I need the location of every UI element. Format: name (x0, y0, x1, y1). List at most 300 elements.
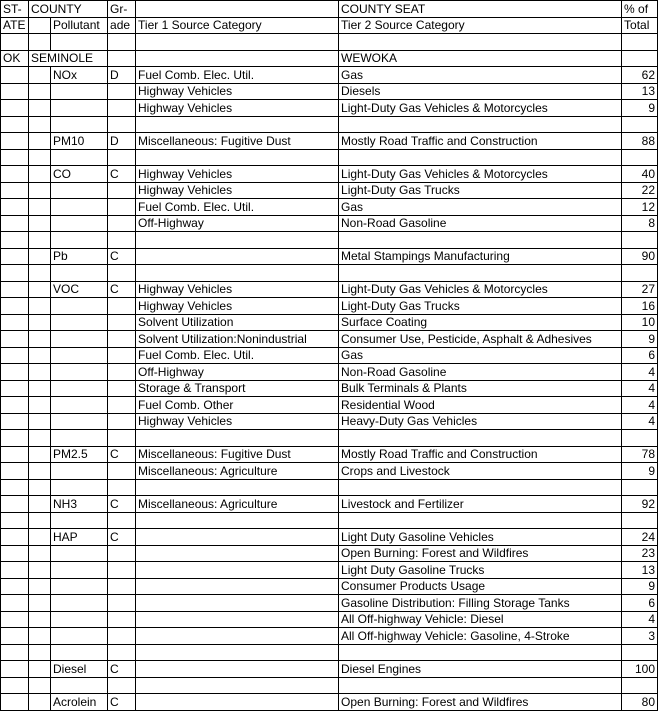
table-row (1, 133, 658, 150)
grade-cell (108, 578, 136, 595)
percent-cell: 27 (622, 281, 658, 298)
tier2-cell (339, 644, 622, 661)
state-cell (1, 166, 29, 183)
percent-cell (622, 677, 658, 694)
header-blank (136, 1, 339, 18)
state-cell (1, 512, 29, 529)
tier2-cell: Mostly Road Traffic and Construction (339, 446, 622, 463)
grade-cell (108, 182, 136, 199)
grade-cell: C (108, 446, 136, 463)
county-cell (29, 661, 51, 678)
grade-cell (108, 595, 136, 612)
grade-cell: D (108, 133, 136, 150)
pollutant-cell (51, 232, 108, 249)
county-cell (29, 644, 51, 661)
tier1-cell (136, 265, 339, 282)
grade-cell: C (108, 661, 136, 678)
table-row (1, 380, 658, 397)
state-cell (1, 430, 29, 447)
tier2-cell: Crops and Livestock (339, 463, 622, 480)
county-cell (29, 149, 51, 166)
grade-cell: C (108, 529, 136, 546)
county-cell (29, 248, 51, 265)
pollutant-cell (51, 298, 108, 315)
percent-cell: 3 (622, 628, 658, 645)
state-cell (1, 529, 29, 546)
county-cell (29, 232, 51, 249)
state-cell (1, 281, 29, 298)
tier1-cell (136, 562, 339, 579)
tier1-cell (136, 149, 339, 166)
tier1-cell: Miscellaneous: Agriculture (136, 496, 339, 513)
county-cell (29, 496, 51, 513)
county-cell (29, 562, 51, 579)
tier1-cell (136, 479, 339, 496)
header-percent-top: % of (622, 1, 658, 18)
tier2-cell: Mostly Road Traffic and Construction (339, 133, 622, 150)
table-row (1, 512, 658, 529)
county-cell (29, 397, 51, 414)
grade-cell (108, 149, 136, 166)
county-cell (29, 446, 51, 463)
state-cell (1, 611, 29, 628)
pollutant-cell (51, 380, 108, 397)
tier1-cell: Miscellaneous: Fugitive Dust (136, 133, 339, 150)
percent-cell: 24 (622, 529, 658, 546)
pollutant-cell (51, 595, 108, 612)
percent-cell: 13 (622, 83, 658, 100)
tier1-cell: Highway Vehicles (136, 83, 339, 100)
table-row (1, 463, 658, 480)
percent-cell (622, 479, 658, 496)
pollutant-cell (51, 265, 108, 282)
pollutant-cell (51, 578, 108, 595)
percent-cell (622, 232, 658, 249)
header-state-top: ST- (1, 1, 29, 18)
spacer-row (1, 34, 658, 51)
table-row (1, 479, 658, 496)
table-row (1, 595, 658, 612)
grade-cell (108, 347, 136, 364)
percent-cell: 4 (622, 397, 658, 414)
state-cell (1, 364, 29, 381)
tier2-cell: Gas (339, 199, 622, 216)
percent-cell: 4 (622, 364, 658, 381)
pollutant-cell (51, 100, 108, 117)
table-row (1, 265, 658, 282)
tier1-cell: Miscellaneous: Fugitive Dust (136, 446, 339, 463)
header-county-seat: COUNTY SEAT (339, 1, 622, 18)
grade-cell (108, 463, 136, 480)
table-row (1, 232, 658, 249)
pollutant-cell (51, 347, 108, 364)
state-cell: OK (1, 50, 29, 67)
header-tier2: Tier 2 Source Category (339, 17, 622, 34)
table-row (1, 364, 658, 381)
grade-cell (108, 314, 136, 331)
state-cell (1, 265, 29, 282)
tier2-cell: Residential Wood (339, 397, 622, 414)
table-row (1, 430, 658, 447)
table-row (1, 529, 658, 546)
table-row (1, 182, 658, 199)
tier2-cell: Light-Duty Gas Vehicles & Motorcycles (339, 281, 622, 298)
seat-cell: WEWOKA (339, 50, 622, 67)
tier1-cell (136, 578, 339, 595)
table-row (1, 215, 658, 232)
tier2-cell: Gas (339, 347, 622, 364)
pollutant-cell (51, 182, 108, 199)
state-cell (1, 83, 29, 100)
tier2-cell: Metal Stampings Manufacturing (339, 248, 622, 265)
tier2-cell (339, 265, 622, 282)
tier2-cell: All Off-highway Vehicle: Gasoline, 4-Stroke (339, 628, 622, 645)
header-row-1 (1, 1, 658, 18)
tier2-cell: Gasoline Distribution: Filling Storage Tanks (339, 595, 622, 612)
tier2-cell: Livestock and Fertilizer (339, 496, 622, 513)
pollutant-cell (51, 83, 108, 100)
pollutant-cell (51, 611, 108, 628)
tier1-cell: Off-Highway (136, 364, 339, 381)
tier2-cell: Light-Duty Gas Vehicles & Motorcycles (339, 166, 622, 183)
percent-cell: 22 (622, 182, 658, 199)
state-cell (1, 413, 29, 430)
percent-cell: 92 (622, 496, 658, 513)
tier2-cell: Non-Road Gasoline (339, 364, 622, 381)
county-cell (29, 380, 51, 397)
percent-cell: 4 (622, 611, 658, 628)
tier1-cell: Highway Vehicles (136, 182, 339, 199)
state-cell (1, 298, 29, 315)
grade-cell (108, 298, 136, 315)
tier1-cell (136, 661, 339, 678)
table-row (1, 562, 658, 579)
pollutant-cell (51, 512, 108, 529)
tier1-cell (136, 545, 339, 562)
grade-cell (108, 100, 136, 117)
header-grade-top: Gr- (108, 1, 136, 18)
county-cell (29, 430, 51, 447)
county-cell (29, 100, 51, 117)
grade-cell: C (108, 496, 136, 513)
county-cell (29, 331, 51, 348)
tier1-cell: Highway Vehicles (136, 100, 339, 117)
table-row (1, 677, 658, 694)
tier2-cell: Light-Duty Gas Trucks (339, 298, 622, 315)
header-percent-bottom: Total (622, 17, 658, 34)
percent-cell: 62 (622, 67, 658, 84)
percent-cell: 16 (622, 298, 658, 315)
pollutant-cell: Acrolein (51, 694, 108, 711)
percent-cell (622, 512, 658, 529)
grade-cell (108, 644, 136, 661)
tier2-cell: Diesels (339, 83, 622, 100)
county-cell (29, 314, 51, 331)
tier1-cell (136, 611, 339, 628)
state-cell (1, 644, 29, 661)
county-cell: SEMINOLE (29, 50, 108, 67)
state-cell (1, 199, 29, 216)
county-cell (29, 479, 51, 496)
tier1-cell: Fuel Comb. Elec. Util. (136, 67, 339, 84)
tier2-cell: Light Duty Gasoline Vehicles (339, 529, 622, 546)
pollutant-cell (51, 479, 108, 496)
state-cell (1, 562, 29, 579)
grade-cell (108, 479, 136, 496)
tier1-cell (136, 694, 339, 711)
percent-cell: 90 (622, 248, 658, 265)
percent-cell: 9 (622, 578, 658, 595)
grade-cell (108, 562, 136, 579)
county-cell (29, 628, 51, 645)
tier1-cell: Solvent Utilization (136, 314, 339, 331)
tier1-cell: Highway Vehicles (136, 166, 339, 183)
tier2-cell (339, 677, 622, 694)
tier2-cell (339, 149, 622, 166)
tier1-cell (136, 529, 339, 546)
state-cell (1, 661, 29, 678)
pollutant-cell (51, 314, 108, 331)
pollutant-cell (51, 199, 108, 216)
grade-cell (108, 215, 136, 232)
tier1-cell: Fuel Comb. Other (136, 397, 339, 414)
pollutant-cell (51, 644, 108, 661)
table-row (1, 100, 658, 117)
percent-cell: 6 (622, 347, 658, 364)
state-cell (1, 578, 29, 595)
grade-cell: C (108, 166, 136, 183)
county-cell (29, 529, 51, 546)
percent-cell: 100 (622, 661, 658, 678)
percent-cell: 4 (622, 380, 658, 397)
pollutant-cell: PM10 (51, 133, 108, 150)
tier1-cell (136, 677, 339, 694)
table-row (1, 166, 658, 183)
tier1-cell (136, 512, 339, 529)
tier2-cell: Light-Duty Gas Vehicles & Motorcycles (339, 100, 622, 117)
tier1-cell: Highway Vehicles (136, 281, 339, 298)
table-row (1, 578, 658, 595)
percent-cell: 9 (622, 100, 658, 117)
county-cell (29, 281, 51, 298)
table-row (1, 199, 658, 216)
tier1-cell: Miscellaneous: Agriculture (136, 463, 339, 480)
table-row (1, 545, 658, 562)
county-cell (29, 463, 51, 480)
table-row (1, 116, 658, 133)
state-cell (1, 182, 29, 199)
grade-cell (108, 397, 136, 414)
state-cell (1, 479, 29, 496)
table-row (1, 298, 658, 315)
percent-cell: 88 (622, 133, 658, 150)
tier1-cell: Highway Vehicles (136, 413, 339, 430)
county-cell (29, 347, 51, 364)
grade-cell (108, 232, 136, 249)
table-row (1, 83, 658, 100)
state-cell (1, 133, 29, 150)
pollutant-cell (51, 413, 108, 430)
percent-cell: 13 (622, 562, 658, 579)
tier2-cell: All Off-highway Vehicle: Diesel (339, 611, 622, 628)
county-cell (29, 413, 51, 430)
percent-cell (622, 265, 658, 282)
table-row (1, 628, 658, 645)
tier2-cell: Light Duty Gasoline Trucks (339, 562, 622, 579)
tier2-cell (339, 479, 622, 496)
tier2-cell: Diesel Engines (339, 661, 622, 678)
header-state-bottom: ATE (1, 17, 29, 34)
pollutant-cell: NOx (51, 67, 108, 84)
percent-cell: 6 (622, 595, 658, 612)
pollutant-cell: CO (51, 166, 108, 183)
tier1-cell: Storage & Transport (136, 380, 339, 397)
table-row (1, 661, 658, 678)
county-cell (29, 694, 51, 711)
tier2-cell: Bulk Terminals & Plants (339, 380, 622, 397)
percent-cell (622, 116, 658, 133)
county-cell (29, 199, 51, 216)
grade-cell (108, 611, 136, 628)
percent-cell: 12 (622, 199, 658, 216)
pollutant-cell: HAP (51, 529, 108, 546)
pollutant-cell (51, 677, 108, 694)
tier1-cell (136, 595, 339, 612)
state-cell (1, 149, 29, 166)
percent-cell: 23 (622, 545, 658, 562)
grade-cell: C (108, 694, 136, 711)
location-row (1, 50, 658, 67)
pollutant-cell: Diesel (51, 661, 108, 678)
county-cell (29, 67, 51, 84)
state-cell (1, 215, 29, 232)
pollutant-cell (51, 116, 108, 133)
grade-cell (108, 430, 136, 447)
table-row (1, 496, 658, 513)
county-cell (29, 578, 51, 595)
tier2-cell: Surface Coating (339, 314, 622, 331)
tier2-cell: Open Burning: Forest and Wildfires (339, 694, 622, 711)
state-cell (1, 100, 29, 117)
state-cell (1, 677, 29, 694)
pollutant-cell (51, 628, 108, 645)
county-cell (29, 182, 51, 199)
pollutant-cell: PM2.5 (51, 446, 108, 463)
header-grade-bottom: ade (108, 17, 136, 34)
percent-cell (622, 644, 658, 661)
county-cell (29, 611, 51, 628)
county-cell (29, 677, 51, 694)
county-cell (29, 512, 51, 529)
pollutant-cell (51, 149, 108, 166)
state-cell (1, 628, 29, 645)
header-county-blank (29, 17, 51, 34)
pollutant-cell (51, 562, 108, 579)
state-cell (1, 314, 29, 331)
percent-cell: 8 (622, 215, 658, 232)
tier1-cell: Off-Highway (136, 215, 339, 232)
state-cell (1, 232, 29, 249)
county-cell (29, 545, 51, 562)
tier2-cell: Non-Road Gasoline (339, 215, 622, 232)
county-cell (29, 298, 51, 315)
grade-cell (108, 413, 136, 430)
grade-cell (108, 331, 136, 348)
state-cell (1, 380, 29, 397)
tier1-cell: Solvent Utilization:Nonindustrial (136, 331, 339, 348)
table-row (1, 694, 658, 711)
percent-cell: 9 (622, 331, 658, 348)
tier2-cell: Gas (339, 67, 622, 84)
tier1-cell (136, 628, 339, 645)
tier2-cell: Heavy-Duty Gas Vehicles (339, 413, 622, 430)
percent-cell: 80 (622, 694, 658, 711)
grade-cell (108, 83, 136, 100)
table-row (1, 149, 658, 166)
county-cell (29, 83, 51, 100)
percent-cell (622, 430, 658, 447)
grade-cell (108, 265, 136, 282)
header-tier1: Tier 1 Source Category (136, 17, 339, 34)
tier1-cell (136, 430, 339, 447)
pollutant-cell (51, 430, 108, 447)
state-cell (1, 595, 29, 612)
state-cell (1, 347, 29, 364)
tier1-cell: Highway Vehicles (136, 298, 339, 315)
table-row (1, 397, 658, 414)
county-cell (29, 215, 51, 232)
tier2-cell (339, 232, 622, 249)
grade-cell (108, 199, 136, 216)
state-cell (1, 496, 29, 513)
state-cell (1, 463, 29, 480)
table-row (1, 331, 658, 348)
header-pollutant: Pollutant (51, 17, 108, 34)
tier1-cell (136, 248, 339, 265)
state-cell (1, 397, 29, 414)
grade-cell (108, 512, 136, 529)
tier2-cell (339, 512, 622, 529)
state-cell (1, 331, 29, 348)
table-row (1, 446, 658, 463)
table-row (1, 248, 658, 265)
percent-cell (622, 149, 658, 166)
grade-cell (108, 628, 136, 645)
tier2-cell: Consumer Products Usage (339, 578, 622, 595)
pollutant-cell (51, 545, 108, 562)
county-cell (29, 364, 51, 381)
pollutant-cell: NH3 (51, 496, 108, 513)
pollutant-cell (51, 331, 108, 348)
pollutant-cell (51, 463, 108, 480)
table-row (1, 347, 658, 364)
county-cell (29, 116, 51, 133)
percent-cell: 40 (622, 166, 658, 183)
grade-cell (108, 677, 136, 694)
county-cell (29, 595, 51, 612)
table-row (1, 281, 658, 298)
county-cell (29, 265, 51, 282)
pollutant-cell: VOC (51, 281, 108, 298)
table-row (1, 644, 658, 661)
percent-cell: 4 (622, 413, 658, 430)
state-cell (1, 545, 29, 562)
grade-cell (108, 364, 136, 381)
tier2-cell: Consumer Use, Pesticide, Asphalt & Adhesives (339, 331, 622, 348)
tier1-cell (136, 232, 339, 249)
grade-cell (108, 545, 136, 562)
pollutant-cell (51, 397, 108, 414)
